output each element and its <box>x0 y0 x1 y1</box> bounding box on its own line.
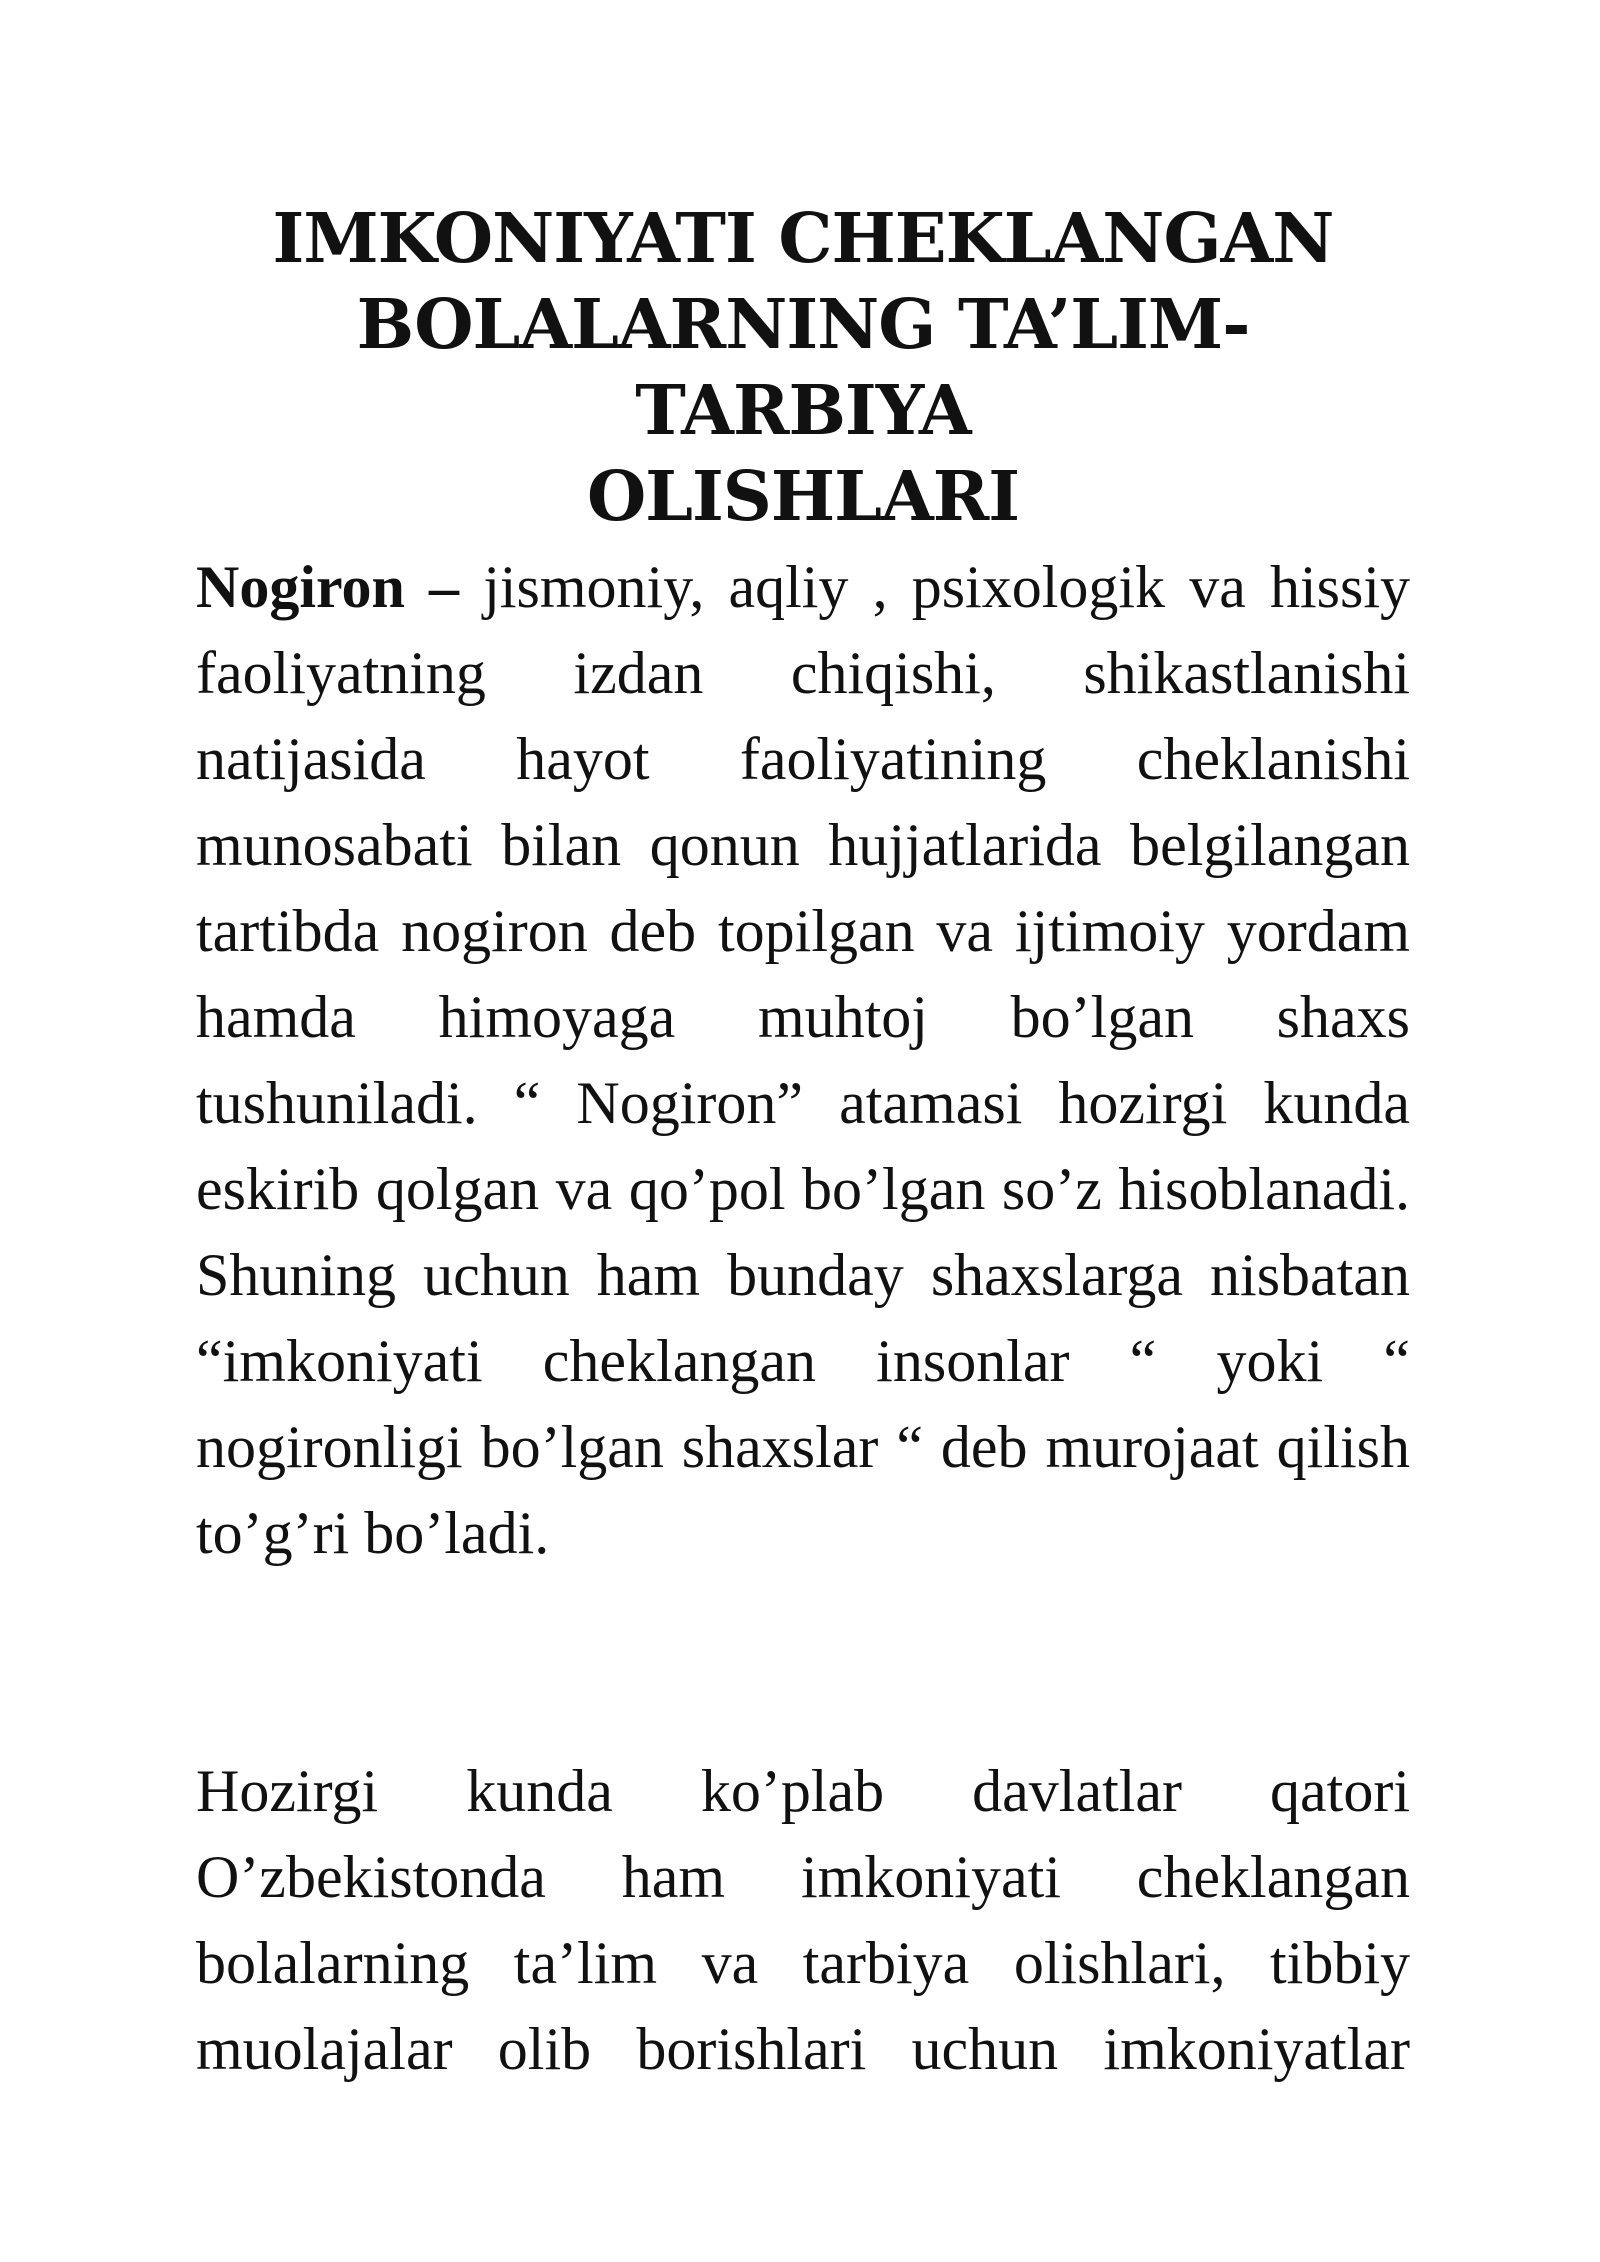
title-line-3: OLISHLARI <box>586 457 1020 537</box>
title-line-1: IMKONIYATI CHEKLANGAN <box>272 199 1334 279</box>
body-paragraph: Hozirgi kunda ko’plab davlatlar qatori O’zbekistonda ham imkoniyati cheklangan bolalarning ta’lim va tarbiya olishlari, tibbiy muolajalar olib borishlari uchun imkoniyatlar <box>196 1758 1410 2082</box>
definition-paragraph <box>196 544 1410 1576</box>
title-line-2: BOLALARNING TA’LIM-TARBIYA <box>356 285 1250 451</box>
defined-term: Nogiron – <box>196 554 460 620</box>
document-title <box>196 196 1410 540</box>
definition-text: jismoniy, aqliy , psixologik va hissiy faoliyatning izdan chiqishi, shikastlanishi natijasida hayot faoliyatining cheklanishi munosabati bilan qonun hujjatlarida belgilangan tartibda nogiron deb topilgan va ijtimoiy yordam hamda himoyaga muhtoj bo’lgan shaxs tushuniladi. “ Nogiron” atamasi hozirgi kunda eskirib qolgan va qo’pol bo’lgan so’z hisoblanadi. Shuning uchun ham bunday shaxslarga nisbatan “imkoniyati cheklangan insonlar “ yoki “ nogironligi bo’lgan shaxslar “ deb murojaat qilish to’g’ri bo’ladi. <box>196 554 1410 1566</box>
